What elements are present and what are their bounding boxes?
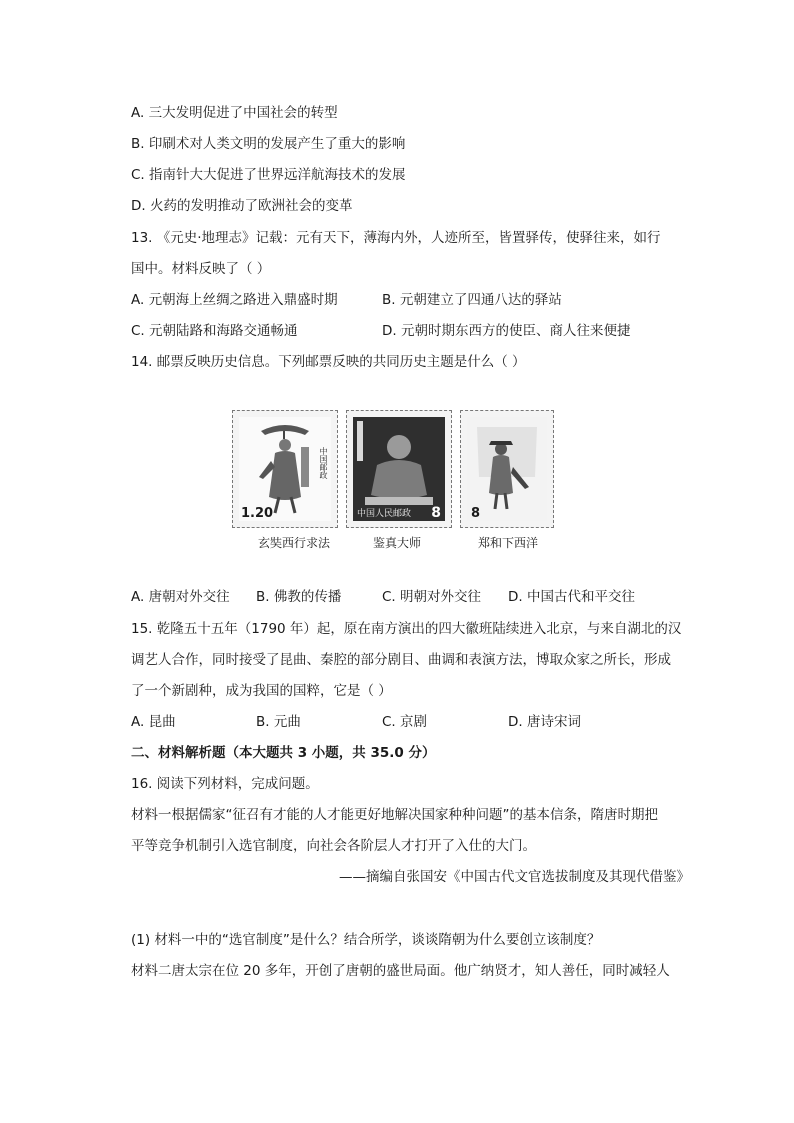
q15-stem-line1: 15. 乾隆五十五年（1790 年）起，原在南方演出的四大徽班陆续进入北京，与来自湖北的汉 [131, 621, 682, 637]
q12-option-d: D. 火药的发明推动了欧洲社会的变革 [131, 198, 353, 214]
q13-option-c: C. 元朝陆路和海路交通畅通 [131, 323, 298, 339]
q14-option-c: C. 明朝对外交往 [382, 589, 482, 605]
q13-option-b: B. 元朝建立了四通八达的驿站 [382, 292, 562, 308]
q14-option-d: D. 中国古代和平交往 [508, 589, 635, 605]
q15-option-b: B. 元曲 [256, 714, 301, 730]
q16-subquestion1: (1) 材料一中的“选官制度”是什么？结合所学，谈谈隋朝为什么要创立该制度？ [131, 932, 601, 948]
stamp-xuanzang [232, 410, 338, 528]
q16-stem: 16. 阅读下列材料，完成问题。 [131, 776, 319, 792]
stamp-jianzhen-text: 中国人民邮政 [357, 509, 412, 519]
q15-option-d: D. 唐诗宋词 [508, 714, 581, 730]
q15-stem-line3: 了一个新剧种，成为我国的国粹，它是（ ） [131, 683, 392, 699]
q16-material1-line1: 材料一根据儒家“征召有才能的人才能更好地解决国家种种问题”的基本信条，隋唐时期把 [131, 807, 658, 823]
stamp-images [232, 410, 552, 530]
stamp-xuanzang-value: 1.20 [241, 506, 274, 521]
q12-option-c: C. 指南针大大促进了世界远洋航海技术的发展 [131, 167, 406, 183]
q15-stem-line2: 调艺人合作，同时接受了昆曲、秦腔的部分剧目、曲调和表演方法，博取众家之所长，形成 [131, 652, 671, 668]
q15-option-a: A. 昆曲 [131, 714, 176, 730]
q13-option-a: A. 元朝海上丝绸之路进入鼎盛时期 [131, 292, 338, 308]
stamp-caption-zhenghe: 郑和下西洋 [478, 536, 539, 550]
q13-stem-line2: 国中。材料反映了（ ） [131, 261, 271, 277]
stamp-caption-jianzhen: 鉴真大师 [373, 536, 422, 550]
stamp-jianzhen-value: 8 [431, 505, 441, 521]
q15-option-c: C. 京剧 [382, 714, 428, 730]
q14-stem: 14. 邮票反映历史信息。下列邮票反映的共同历史主题是什么（ ） [131, 354, 526, 370]
stamp-jianzhen [346, 410, 452, 528]
q14-option-a: A. 唐朝对外交往 [131, 589, 230, 605]
q16-material2-line1: 材料二唐太宗在位 20 多年，开创了唐朝的盛世局面。他广纳贤才，知人善任，同时减轻人 [131, 963, 670, 979]
stamp-zhenghe-value: 8 [471, 506, 481, 521]
q14-option-b: B. 佛教的传播 [256, 589, 342, 605]
q16-material1-line2: 平等竞争机制引入选官制度，向社会各阶层人才打开了入仕的大门。 [131, 838, 536, 854]
q13-option-d: D. 元朝时期东西方的使臣、商人往来便捷 [382, 323, 631, 339]
q13-stem-line1: 13. 《元史·地理志》记载：元有天下，薄海内外，人迹所至，皆置驿传，使驿往来，如行 [131, 230, 661, 246]
stamp-zhenghe [460, 410, 554, 528]
q12-option-b: B. 印刷术对人类文明的发展产生了重大的影响 [131, 136, 406, 152]
section2-title: 二、材料解析题（本大题共 3 小题，共 35.0 分） [131, 745, 436, 761]
q16-material1-source: ——摘编自张国安《中国古代文官选拔制度及其现代借鉴》 [339, 869, 690, 885]
stamp-caption-xuanzang: 玄奘西行求法 [258, 536, 331, 550]
stamp-xuanzang-text: 中国邮政 [319, 447, 328, 479]
q12-option-a: A. 三大发明促进了中国社会的转型 [131, 105, 338, 121]
